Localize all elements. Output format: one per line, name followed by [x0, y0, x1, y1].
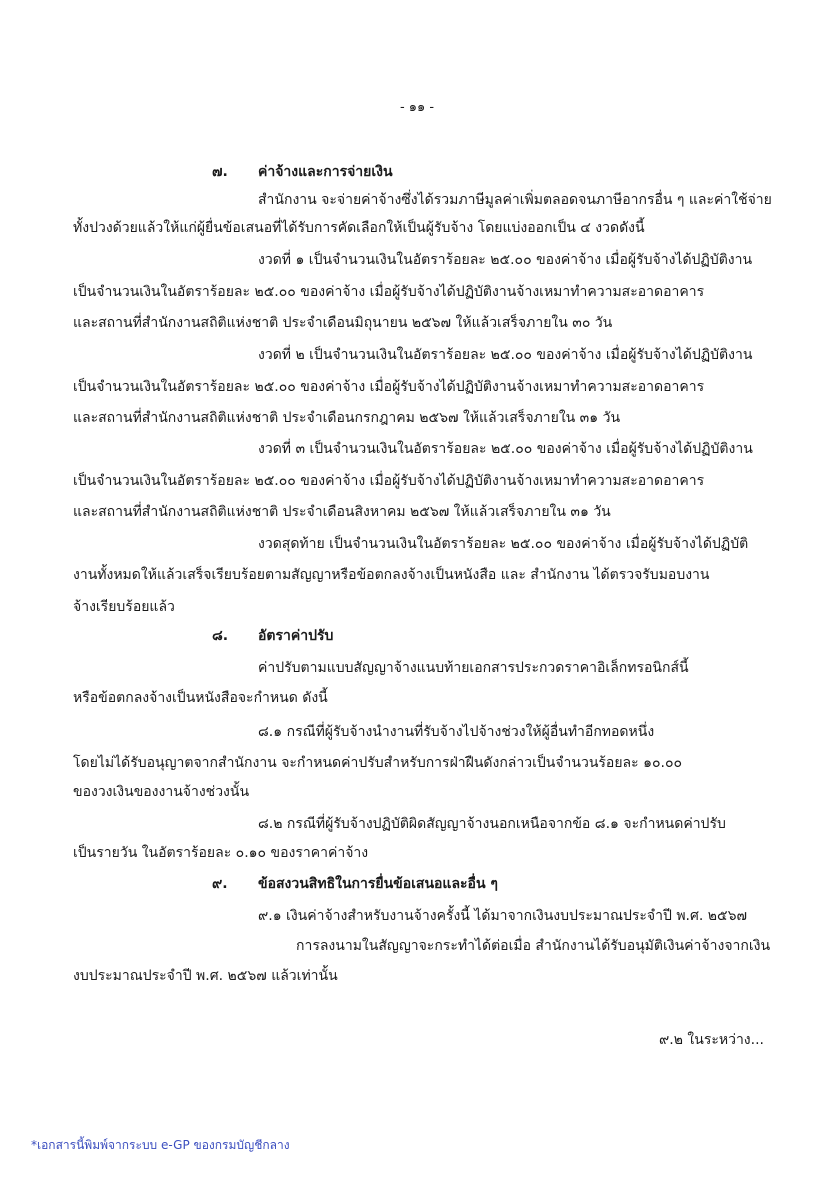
section-7-line: และสถานที่สำนักงานสถิติแห่งชาติ ประจำเดือนสิงหาคม ๒๕๖๗ ให้แล้วเสร็จภายใน ๓๑ วัน: [73, 504, 611, 520]
section-9-title: ข้อสงวนสิทธิในการยื่นข้อเสนอและอื่น ๆ: [258, 876, 498, 892]
section-9-number: ๙.: [212, 876, 228, 892]
section-8-line: เป็นรายวัน ในอัตราร้อยละ ๐.๑๐ ของราคาค่าจ้าง: [73, 845, 369, 861]
section-8-line: ค่าปรับตามแบบสัญญาจ้างแนบท้ายเอกสารประกวดราคาอิเล็กทรอนิกส์นี้: [258, 660, 689, 676]
page-number: - ๑๑ -: [399, 100, 435, 115]
section-8-line: ๘.๒ กรณีที่ผู้รับจ้างปฏิบัติผิดสัญญาจ้างนอกเหนือจากข้อ ๘.๑ จะกำหนดค่าปรับ: [258, 816, 726, 832]
section-7-line: เป็นจำนวนเงินในอัตราร้อยละ ๒๕.๐๐ ของค่าจ้าง เมื่อผู้รับจ้างได้ปฏิบัติงานจ้างเหมาทำความสะอาดอาคาร: [73, 284, 705, 300]
section-8-line: ๘.๑ กรณีที่ผู้รับจ้างนำงานที่รับจ้างไปจ้างช่วงให้ผู้อื่นทำอีกทอดหนึ่ง: [258, 724, 655, 740]
section-9-line: การลงนามในสัญญาจะกระทำได้ต่อเมื่อ สำนักงานได้รับอนุมัติเงินค่าจ้างจากเงิน: [296, 938, 771, 954]
section-7-title: ค่าจ้างและการจ่ายเงิน: [258, 164, 393, 180]
section-7-line: งวดที่ ๒ เป็นจำนวนเงินในอัตราร้อยละ ๒๕.๐๐ ของค่าจ้าง เมื่อผู้รับจ้างได้ปฏิบัติงาน: [258, 347, 753, 363]
section-8-line: หรือข้อตกลงจ้างเป็นหนังสือจะกำหนด ดังนี้: [73, 690, 328, 706]
section-8-title: อัตราค่าปรับ: [258, 628, 334, 644]
section-7-line: จ้างเรียบร้อยแล้ว: [73, 599, 175, 615]
section-7-line: และสถานที่สำนักงานสถิติแห่งชาติ ประจำเดือนกรกฎาคม ๒๕๖๗ ให้แล้วเสร็จภายใน ๓๑ วัน: [73, 410, 621, 426]
section-8-number: ๘.: [212, 628, 229, 644]
continuation-text: ๙.๒ ในระหว่าง...: [659, 1032, 764, 1048]
section-7-line: เป็นจำนวนเงินในอัตราร้อยละ ๒๕.๐๐ ของค่าจ้าง เมื่อผู้รับจ้างได้ปฏิบัติงานจ้างเหมาทำความสะอาดอาคาร: [73, 473, 705, 489]
section-7-line: งวดที่ ๓ เป็นจำนวนเงินในอัตราร้อยละ ๒๕.๐๐ ของค่าจ้าง เมื่อผู้รับจ้างได้ปฏิบัติงาน: [258, 441, 753, 457]
section-7-line: ทั้งปวงด้วยแล้วให้แก่ผู้ยื่นข้อเสนอที่ได้รับการคัดเลือกให้เป็นผู้รับจ้าง โดยแบ่งออกเป็น ๔ งวดดังนี้: [73, 220, 645, 236]
section-7-line: และสถานที่สำนักงานสถิติแห่งชาติ ประจำเดือนมิถุนายน ๒๕๖๗ ให้แล้วเสร็จภายใน ๓๐ วัน: [73, 315, 613, 331]
footer-note: *เอกสารนี้พิมพ์จากระบบ e-GP ของกรมบัญชีกลาง: [31, 1138, 290, 1152]
section-8-line: ของวงเงินของงานจ้างช่วงนั้น: [73, 784, 250, 800]
section-7-line: เป็นจำนวนเงินในอัตราร้อยละ ๒๕.๐๐ ของค่าจ้าง เมื่อผู้รับจ้างได้ปฏิบัติงานจ้างเหมาทำความสะอาดอาคาร: [73, 379, 705, 395]
section-9-line: งบประมาณประจำปี พ.ศ. ๒๕๖๗ แล้วเท่านั้น: [73, 968, 338, 984]
section-9-line: ๙.๑ เงินค่าจ้างสำหรับงานจ้างครั้งนี้ ได้มาจากเงินงบประมาณประจำปี พ.ศ. ๒๕๖๗: [258, 908, 748, 924]
section-7-line: งานทั้งหมดให้แล้วเสร็จเรียบร้อยตามสัญญาหรือข้อตกลงจ้างเป็นหนังสือ และ สำนักงาน ได้ตรวจรับมอบงาน: [73, 567, 710, 583]
section-7-line: งวดที่ ๑ เป็นจำนวนเงินในอัตราร้อยละ ๒๕.๐๐ ของค่าจ้าง เมื่อผู้รับจ้างได้ปฏิบัติงาน: [258, 252, 753, 268]
section-7-number: ๗.: [212, 164, 228, 180]
section-7-line: สำนักงาน จะจ่ายค่าจ้างซึ่งได้รวมภาษีมูลค่าเพิ่มตลอดจนภาษีอากรอื่น ๆ และค่าใช้จ่าย: [258, 192, 772, 208]
section-8-line: โดยไม่ได้รับอนุญาตจากสำนักงาน จะกำหนดค่าปรับสำหรับการฝ่าฝืนดังกล่าวเป็นจำนวนร้อยละ ๑๐.๐๐: [73, 755, 683, 771]
section-7-line: งวดสุดท้าย เป็นจำนวนเงินในอัตราร้อยละ ๒๕.๐๐ ของค่าจ้าง เมื่อผู้รับจ้างได้ปฏิบัติ: [258, 536, 749, 552]
